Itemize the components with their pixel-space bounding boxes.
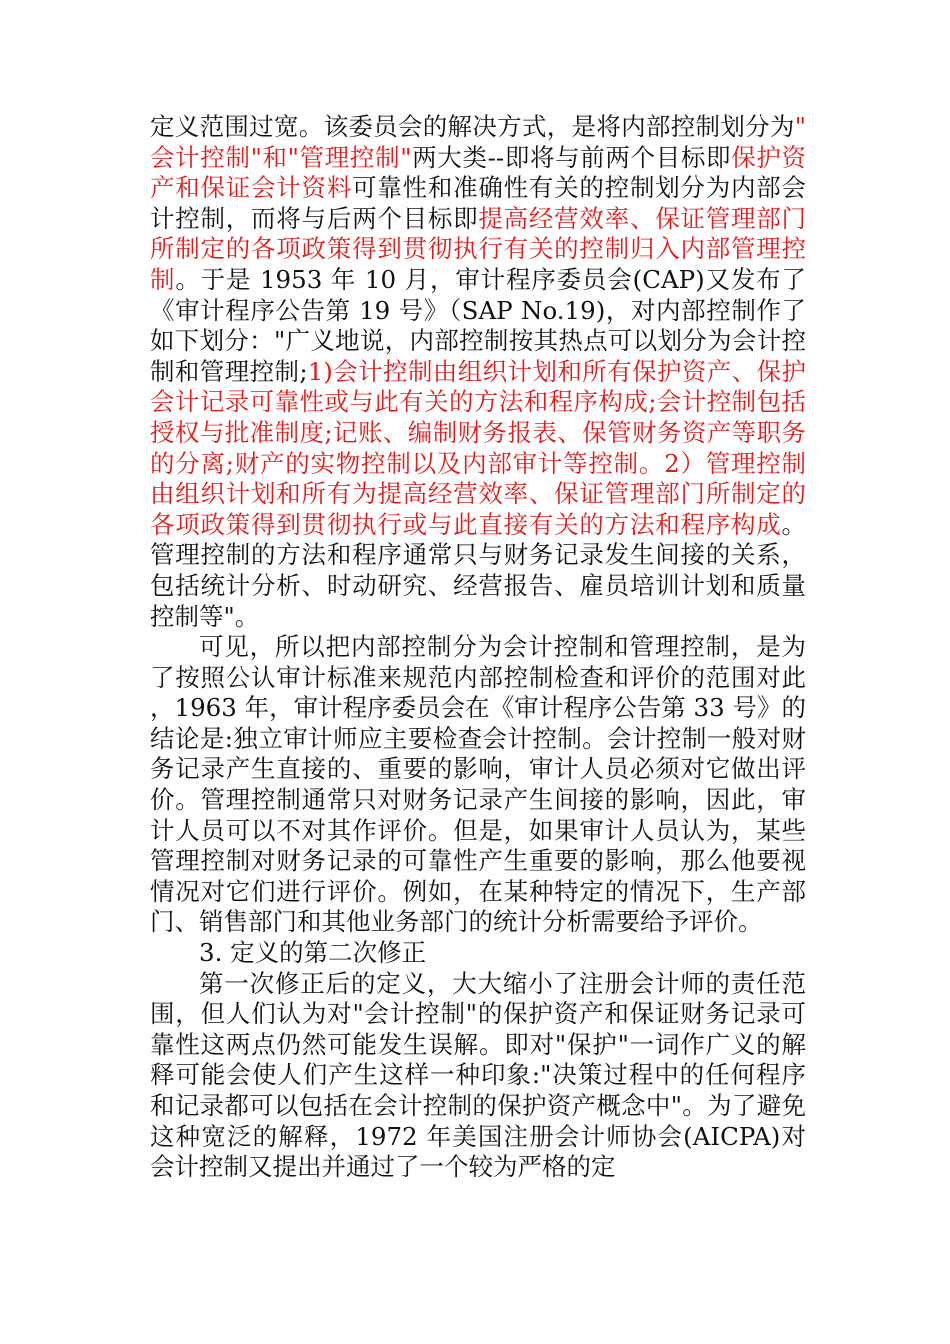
highlighted-text: 保护资产和保证会计资料	[150, 142, 807, 203]
paragraph-text: 。管理控制的方法和程序通常只与财务记录发生间接的关系，包括统计分析、时动研究、经营报告、雇员培训计划和质量控制等"。	[150, 509, 806, 631]
section-heading: 3. 定义的第二次修正	[199, 938, 427, 968]
paragraph-text: 。于是 1953 年 10 月，审计程序委员会(CAP)又发布了《审计程序公告第 19 号》（SAP No.19)，对内部控制作了如下划分："广义地说，内部控制按其热点可以划分为会计控制和管理控制;	[150, 264, 807, 386]
paragraph-text: 两大类--即将与前两个目标即	[411, 142, 732, 172]
paragraph-sap33: 可见，所以把内部控制分为会计控制和管理控制，是为了按照公认审计标准来规范内部控制检查和评价的范围对此，1963 年，审计程序委员会在《审计程序公告第 33 号》的结论是:独立审计师应主要检查会计控制。会计控制一般对财务记录产生直接的、重要的影响，审计人员必须对它做出评价。管理控制通常只对财务记录产生间接的影响，因此，审计人员可以不对其作评价。但是，如果审计人员认为，某些管理控制对财务记录的可靠性产生重要的影响，那么他要视情况对它们进行评价。例如，在某种特定的情况下，生产部门、销售部门和其他业务部门的统计分析需要给予评价。	[150, 632, 806, 937]
highlighted-text: 1)会计控制由组织计划和所有保护资产、保护会计记录可靠性或与此有关的方法和程序构成;会计控制包括授权与批准制度;记账、编制财务报表、保管财务资产等职务的分离;财产的实物控制以及内部审计等控制。2）管理控制由组织计划和所有为提高经营效率、保证管理部门所制定的各项政策得到贯彻执行或与此直接有关的方法和程序构成	[150, 356, 806, 539]
paragraph-text: 定义范围过宽。该委员会的解决方式，是将内部控制划分为	[150, 112, 795, 141]
paragraph-cap-classification	[150, 112, 806, 632]
paragraph-text: 可靠性和准确性有关的控制划分为内部会计控制，而将与后两个目标即	[150, 173, 807, 233]
highlighted-text: 提高经营效率、保证管理部门所制定的各项政策得到贯彻执行有关的控制归入内部管理控制	[150, 203, 807, 294]
highlighted-text: "会计控制"和"管理控制"	[150, 112, 806, 172]
paragraph-second-revision: 第一次修正后的定义，大大缩小了注册会计师的责任范围，但人们认为对"会计控制"的保护资产和保证财务记录可靠性这两点仍然可能发生误解。即对"保护"一词作广义的解释可能会使人们产生这样一种印象:"决策过程中的任何程序和记录都可以包括在会计控制的保护资产概念中"。为了避免这种宽泛的解释，1972 年美国注册会计师协会(AICPA)对会计控制又提出并通过了一个较为严格的定	[150, 968, 806, 1182]
document-page	[150, 112, 806, 1183]
